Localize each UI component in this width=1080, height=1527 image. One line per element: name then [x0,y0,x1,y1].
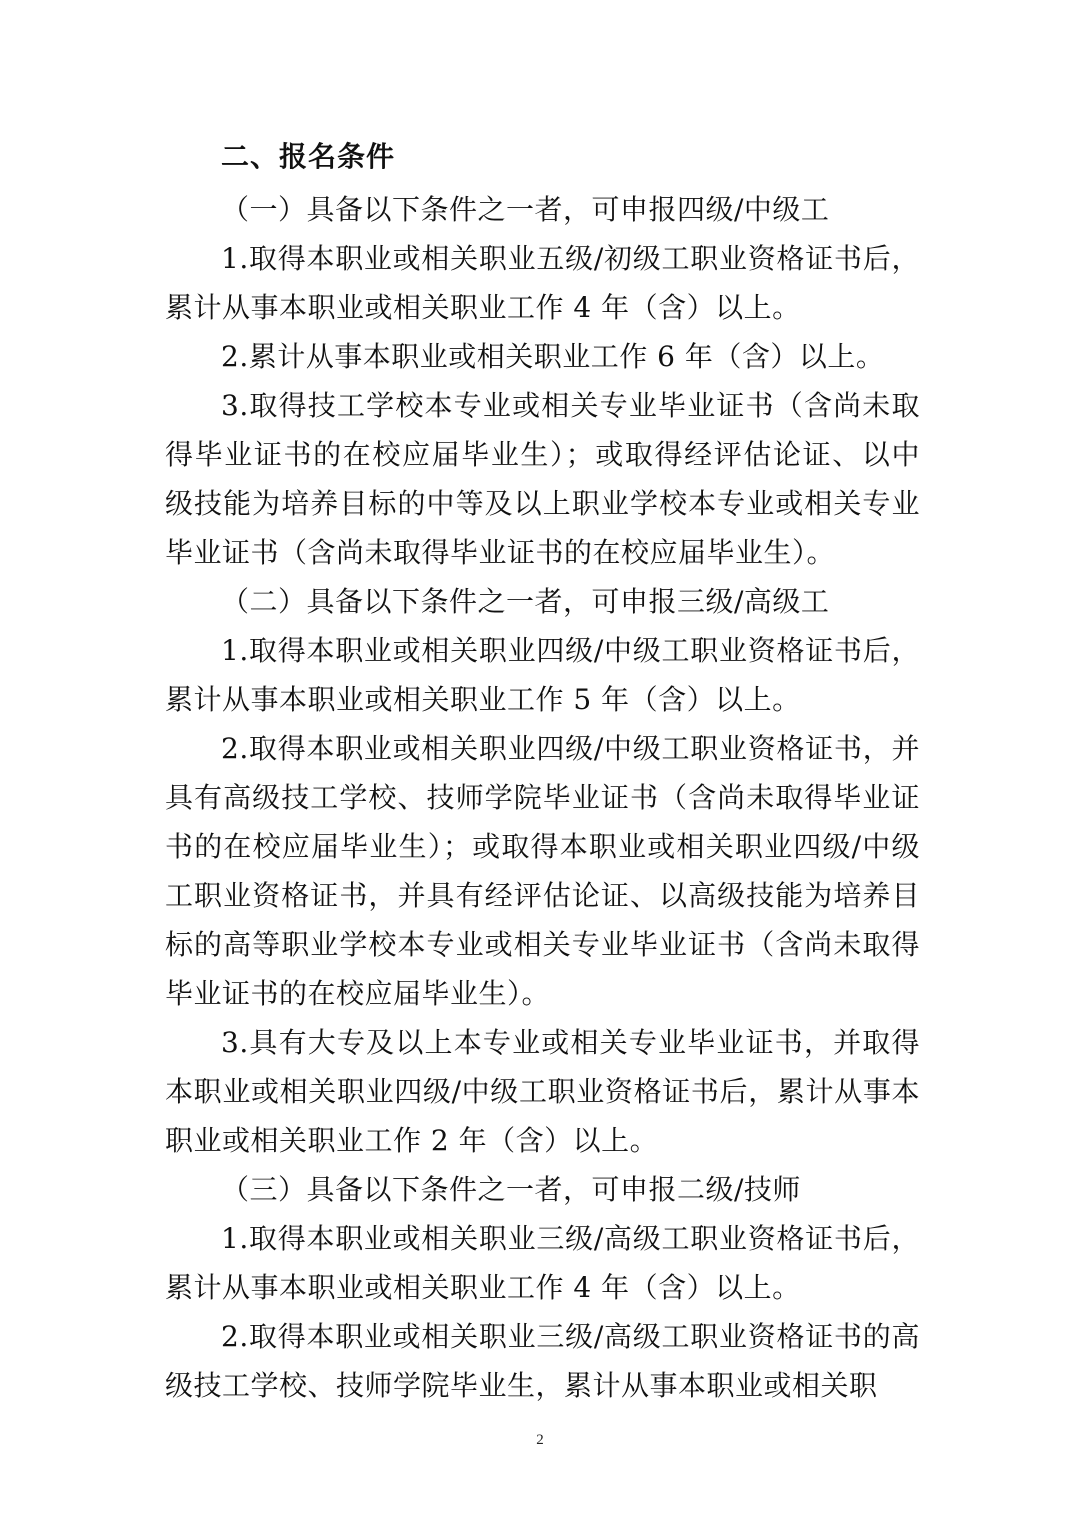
subsection-heading-level-3: （二）具备以下条件之一者，可申报三级/高级工 [221,585,830,618]
subsection-heading-level-4: （一）具备以下条件之一者，可申报四级/中级工 [221,193,830,226]
paragraph: 2.取得本职业或相关职业三级/高级工职业资格证书的高级技工学校、技师学院毕业生，累计从事本职业或相关职 [165,1320,920,1402]
paragraph: 1.取得本职业或相关职业五级/初级工职业资格证书后，累计从事本职业或相关职业工作 4 年（含）以上。 [165,242,920,324]
paragraph: 2.取得本职业或相关职业四级/中级工职业资格证书，并具有高级技工学校、技师学院毕业证书（含尚未取得毕业证书的在校应届毕业生）；或取得本职业或相关职业四级/中级工职业资格证书，并具有经评估论证、以高级技能为培养目标的高等职业学校本专业或相关专业毕业证书（含尚未取得毕业证书的在校应届毕业生）。 [165,732,920,1010]
paragraph: 2.累计从事本职业或相关职业工作 6 年（含）以上。 [221,340,885,373]
paragraph: 1.取得本职业或相关职业三级/高级工职业资格证书后，累计从事本职业或相关职业工作 4 年（含）以上。 [165,1222,920,1304]
page-number: 2 [536,1432,544,1448]
subsection-heading-level-2: （三）具备以下条件之一者，可申报二级/技师 [221,1173,801,1206]
section-heading: 二、报名条件 [221,140,396,173]
paragraph: 3.具有大专及以上本专业或相关专业毕业证书，并取得本职业或相关职业四级/中级工职业资格证书后，累计从事本职业或相关职业工作 2 年（含）以上。 [165,1026,920,1157]
paragraph: 1.取得本职业或相关职业四级/中级工职业资格证书后，累计从事本职业或相关职业工作 5 年（含）以上。 [165,634,920,716]
document-body [165,132,920,1410]
paragraph: 3.取得技工学校本专业或相关专业毕业证书（含尚未取得毕业证书的在校应届毕业生）；或取得经评估论证、以中级技能为培养目标的中等及以上职业学校本专业或相关专业毕业证书（含尚未取得毕业证书的在校应届毕业生）。 [165,389,920,569]
